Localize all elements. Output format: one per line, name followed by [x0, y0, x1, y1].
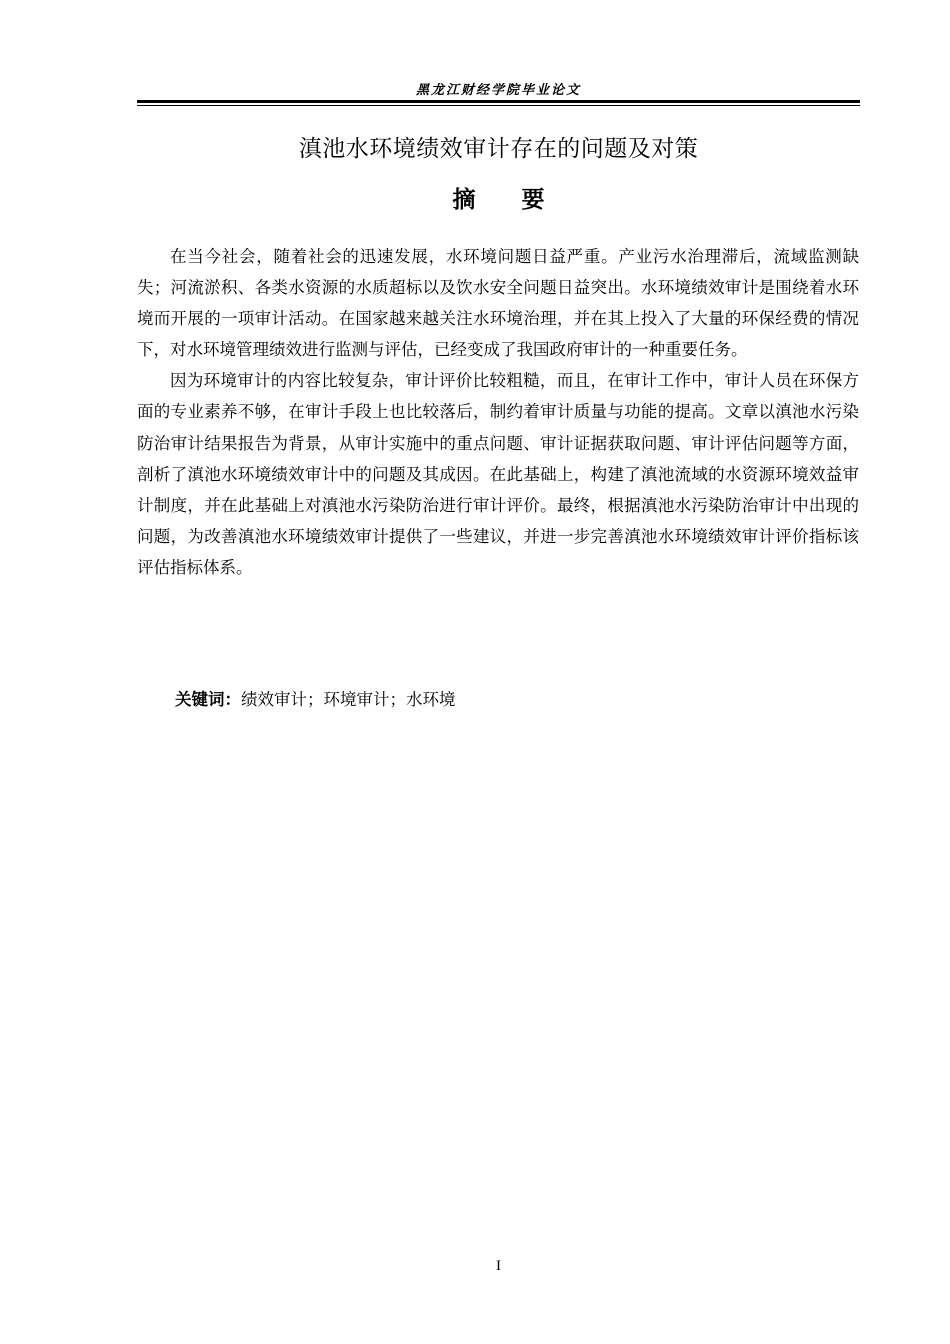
abstract-body	[137, 241, 859, 583]
abstract-paragraph-1: 在当今社会，随着社会的迅速发展，水环境问题日益严重。产业污水治理滞后，流域监测缺失；河流淤积、各类水资源的水质超标以及饮水安全问题日益突出。水环境绩效审计是围绕着水环境而开展的一项审计活动。在国家越来越关注水环境治理，并在其上投入了大量的环保经费的情况下，对水环境管理绩效进行监测与评估，已经变成了我国政府审计的一种重要任务。	[137, 247, 859, 360]
abstract-paragraph-2: 因为环境审计的内容比较复杂，审计评价比较粗糙，而且，在审计工作中，审计人员在环保方面的专业素养不够，在审计手段上也比较落后，制约着审计质量与功能的提高。文章以滇池水污染防治审计结果报告为背景，从审计实施中的重点问题、审计证据获取问题、审计评估问题等方面，剖析了滇池水环境绩效审计中的问题及其成因。在此基础上，构建了滇池流域的水资源环境效益审计制度，并在此基础上对滇池水污染防治进行审计评价。最终，根据滇池水污染防治审计中出现的问题，为改善滇池水环境绩效审计提供了一些建议，并进一步完善滇池水环境绩效审计评价指标该评估指标体系。	[137, 371, 859, 577]
header-rule-thin	[137, 105, 860, 106]
keywords-line	[175, 684, 860, 715]
abstract-heading: 摘 要	[452, 187, 545, 213]
document-title: 滇池水环境绩效审计存在的问题及对策	[298, 136, 699, 162]
keywords-value: 绩效审计；环境审计；水环境	[241, 690, 456, 709]
page-number: I	[496, 1258, 501, 1274]
header-rule-thick	[137, 100, 860, 103]
running-header: 黑龙江财经学院毕业论文	[415, 83, 581, 98]
keywords-label: 关键词：	[175, 690, 241, 709]
